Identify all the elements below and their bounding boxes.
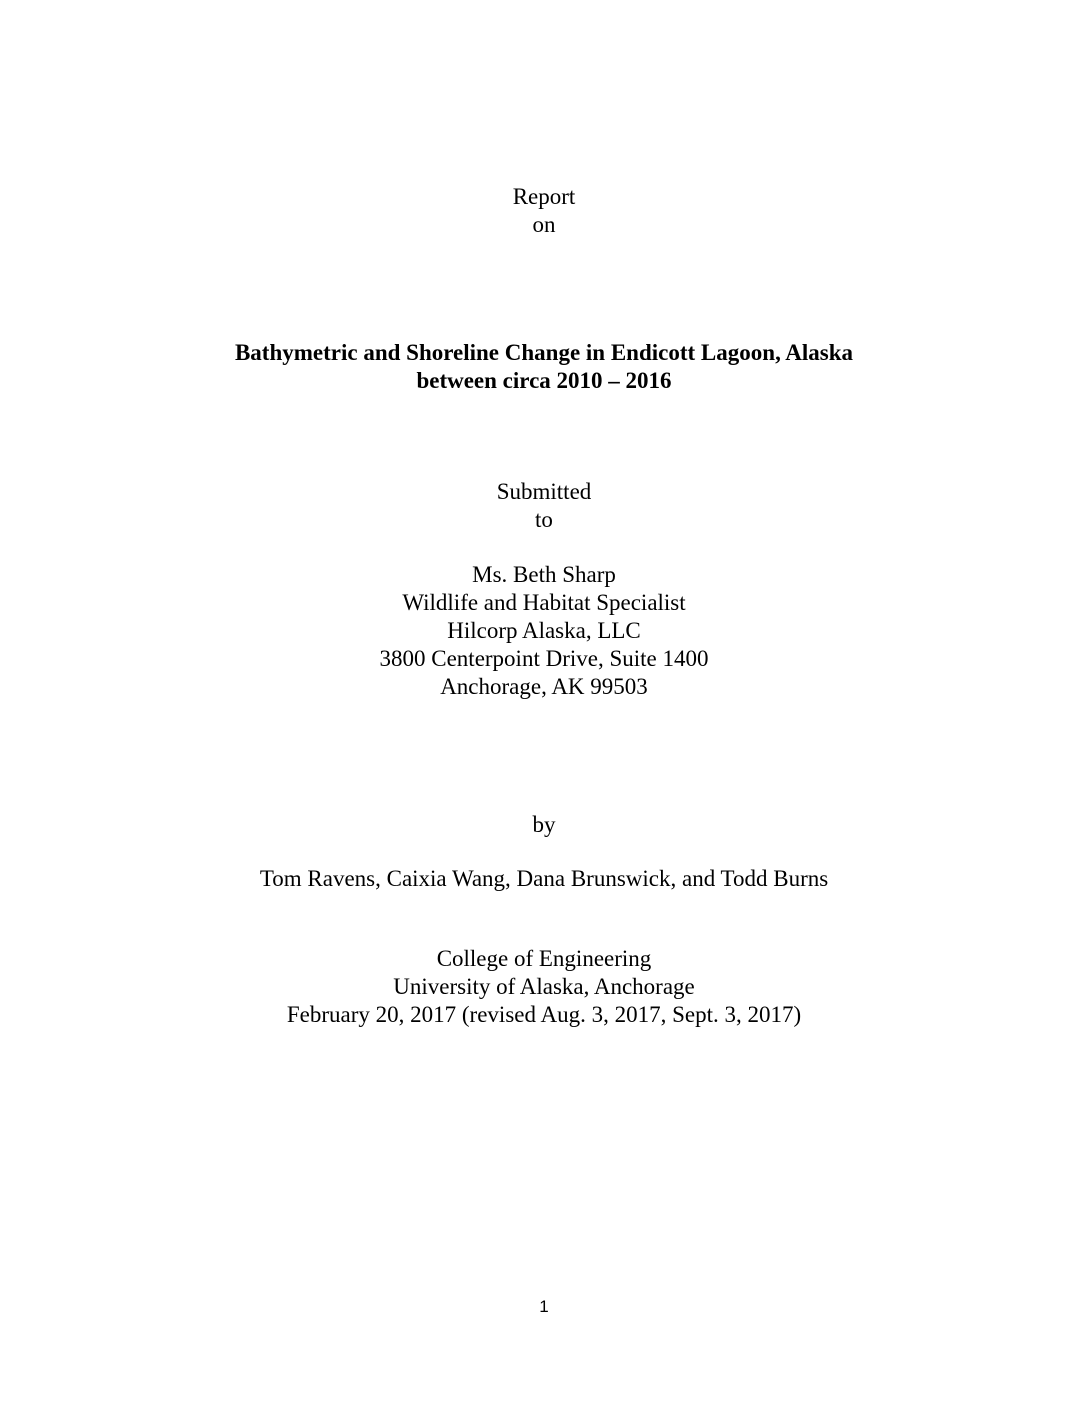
by-text: by xyxy=(532,812,556,837)
title-line-2: between circa 2010 – 2016 xyxy=(416,368,672,393)
recipient-address xyxy=(0,561,1088,701)
report-on-label: on xyxy=(532,212,556,237)
submitted-heading xyxy=(0,478,1088,534)
recipient-city: Anchorage, AK 99503 xyxy=(440,674,648,699)
recipient-company: Hilcorp Alaska, LLC xyxy=(447,618,641,643)
page-number: 1 xyxy=(539,1297,549,1316)
recipient-position: Wildlife and Habitat Specialist xyxy=(402,590,686,615)
submitted-to-label: to xyxy=(535,507,553,532)
submitted-label: Submitted xyxy=(496,479,592,504)
institution-block xyxy=(0,945,1088,1029)
report-title xyxy=(0,339,1088,395)
report-heading xyxy=(0,183,1088,239)
by-label xyxy=(0,811,1088,839)
university-name: University of Alaska, Anchorage xyxy=(393,974,695,999)
recipient-street: 3800 Centerpoint Drive, Suite 1400 xyxy=(379,646,709,671)
authors-text: Tom Ravens, Caixia Wang, Dana Brunswick, and Todd Burns xyxy=(259,866,829,891)
authors xyxy=(0,865,1088,893)
title-line-1: Bathymetric and Shoreline Change in Endicott Lagoon, Alaska xyxy=(234,340,854,365)
recipient-name: Ms. Beth Sharp xyxy=(472,562,616,587)
report-date: February 20, 2017 (revised Aug. 3, 2017, Sept. 3, 2017) xyxy=(286,1002,802,1027)
college-name: College of Engineering xyxy=(436,946,652,971)
report-label: Report xyxy=(512,184,576,209)
